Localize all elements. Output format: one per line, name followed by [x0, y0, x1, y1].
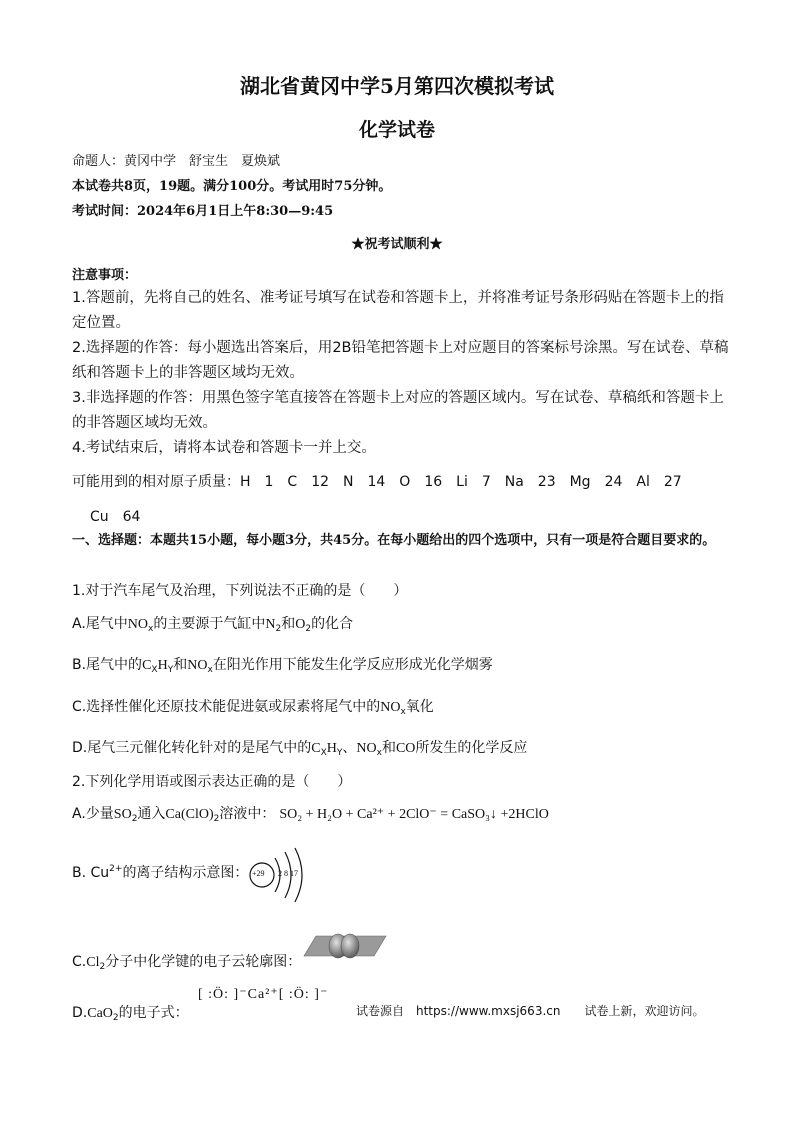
question-1-option-a: A.尾气中$NO_x$的主要源于气缸中$N_2$和$O_2$的化合 — [72, 616, 354, 634]
notes-heading: 注意事项： — [72, 268, 138, 283]
question-2-option-c: $C.Cl_2$分子中化学键的电子云轮廓图： — [72, 954, 302, 972]
question-1-option-c: C.选择性催化还原技术能促进氨或尿素将尾气中的$NO_x$氧化 — [72, 699, 434, 717]
exam-subtitle: 化学试卷 — [358, 119, 435, 141]
question-1-option-d: D.尾气三元催化转化针对的是尾气中的$C_XH_Y$、$NO_x$和CO所发生的化学反应 — [72, 740, 528, 758]
question-2-stem: 2.下列化学用语或图示表达正确的是（ ） — [72, 774, 352, 790]
nucleus-charge: +29 — [252, 869, 265, 878]
exam-info: 本试卷共8页，19题。满分100分。考试用时75分钟。 — [72, 179, 392, 194]
note-item-3: 3.非选择题的作答：用黑色签字笔直接答在答题卡上对应的答题区域内。写在试卷、草稿纸和答题卡上的非答题区域均无效。 — [72, 390, 724, 431]
exam-title: 湖北省黄冈中学5月第四次模拟考试 — [240, 74, 554, 98]
question-2-option-a: A.少量$SO_2$通入$Ca(ClO)_2$溶液中： SO₂ + H₂O + Ca²⁺ + 2ClO⁻ = CaSO₃↓ +2HClO — [72, 806, 549, 824]
atomic-masses-line: 可能用到的相对原子质量：H 1 C 12 N 14 O 16 Li 7 Na 23 Mg 24 Al 27 — [72, 474, 682, 490]
author-line: 命题人：黄冈中学 舒宝生 夏焕斌 — [72, 154, 281, 169]
note-item-4: 4.考试结束后，请将本试卷和答题卡一并上交。 — [72, 440, 376, 456]
note-item-2: 2.选择题的作答：每小题选出答案后，用2B铅笔把答题卡上对应题目的答案标号涂黑。写在试卷、草稿纸和答题卡上的非答题区域均无效。 — [72, 340, 729, 381]
question-1-option-b: B.尾气中的$C_XH_Y$和$NO_x$在阳光作用下能发生化学反应形成光化学烟雾 — [72, 657, 493, 675]
exam-time: 考试时间：2024年6月1日上午8:30—9:45 — [72, 204, 334, 219]
shell-electrons: 2 8 17 — [278, 869, 298, 878]
atomic-masses-line-2: Cu 64 — [90, 509, 141, 525]
ion-structure-diagram — [245, 844, 317, 904]
section-heading: 一、选择题：本题共15小题，每小题3分，共45分。在每小题给出的四个选项中，只有一项是符合题目要求的。 — [72, 533, 716, 548]
question-2-option-b: B. $Cu^{2+}$的离子结构示意图： — [72, 864, 249, 881]
source-watermark: 试卷源自 https://www.mxsj663.cn 试卷上新，欢迎访问。 — [356, 1004, 705, 1018]
electron-formula: [ :Ö: ]⁻Ca²⁺[ :Ö: ]⁻ — [198, 987, 329, 1002]
question-1-stem: 1.对于汽车尾气及治理，下列说法不正确的是（ ） — [72, 583, 408, 599]
question-2-option-d: D.CaO$_2$的电子式： — [72, 1005, 189, 1023]
cloud-lobe-right — [341, 934, 359, 958]
good-luck-line: ★祝考试顺利★ — [351, 237, 443, 252]
electron-cloud-svg — [302, 930, 388, 962]
note-item-1: 1.答题前，先将自己的姓名、准考证号填写在试卷和答题卡上，并将准考证号条形码贴在答题卡上的指定位置。 — [72, 290, 724, 331]
electron-cloud-diagram — [302, 930, 388, 962]
